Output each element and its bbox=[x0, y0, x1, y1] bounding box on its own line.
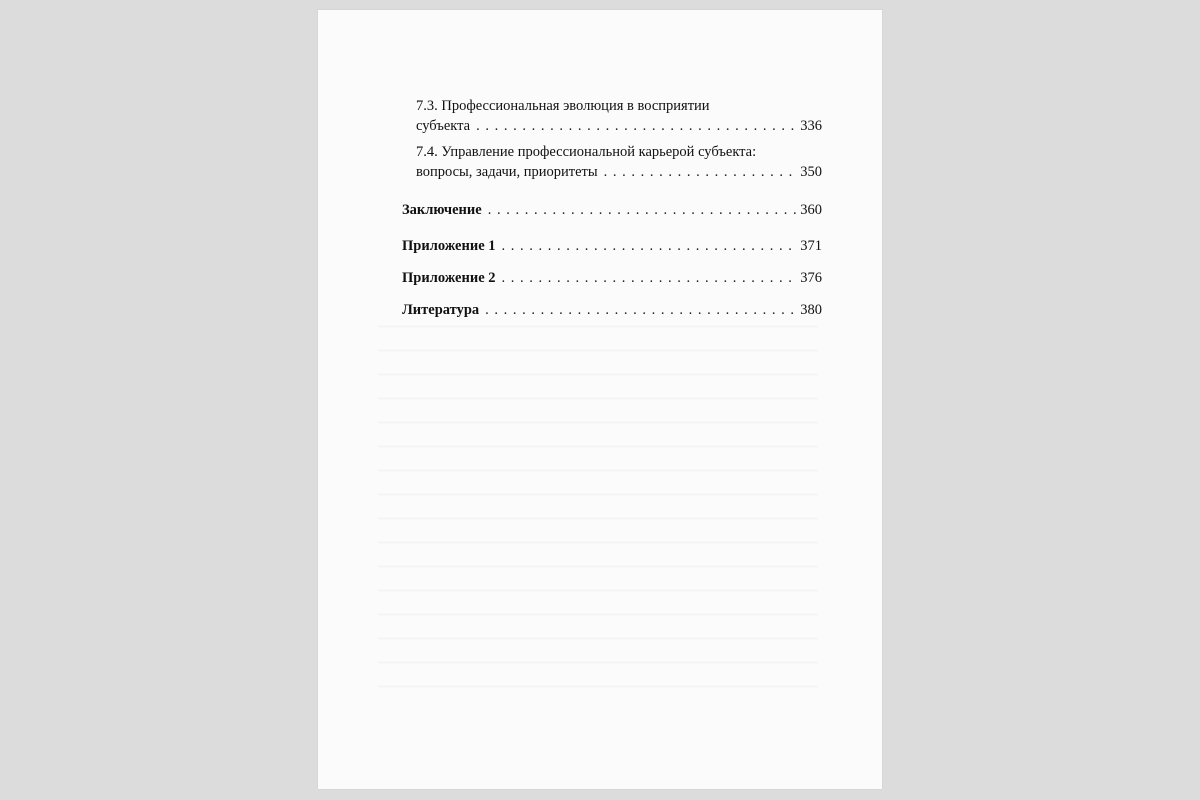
toc-entry-title-line: субъекта bbox=[416, 118, 471, 134]
toc-entry-title: Приложение 2 bbox=[402, 270, 496, 286]
leader-dots bbox=[604, 162, 797, 182]
toc-entry-title: Приложение 1 bbox=[402, 238, 496, 254]
book-page bbox=[318, 10, 882, 789]
leader-dots bbox=[502, 236, 797, 256]
toc-entry-7-3 bbox=[416, 96, 822, 136]
toc-entry-appendix-1 bbox=[402, 236, 822, 256]
leader-dots bbox=[485, 300, 796, 320]
toc-page-number: 360 bbox=[800, 202, 822, 218]
leader-dots bbox=[476, 116, 796, 136]
toc-page-number: 350 bbox=[800, 164, 822, 180]
leader-dots bbox=[488, 200, 797, 220]
toc-page-number: 376 bbox=[800, 270, 822, 286]
toc-page-number: 336 bbox=[800, 118, 822, 134]
toc-entry-title: Заключение bbox=[402, 202, 482, 218]
toc-entry-appendix-2 bbox=[402, 268, 822, 288]
toc-entry-title: Литература bbox=[402, 302, 480, 318]
toc-page-number: 380 bbox=[800, 302, 822, 318]
toc-entry-title-line: 7.4. Управление профессиональной карьерой субъекта: bbox=[416, 144, 757, 160]
toc-entry-title-line: 7.3. Профессиональная эволюция в восприятии bbox=[416, 98, 710, 114]
leader-dots bbox=[502, 268, 797, 288]
toc-entry-conclusion bbox=[402, 200, 822, 220]
show-through-text bbox=[378, 310, 818, 710]
toc-entry-title-line: вопросы, задачи, приоритеты bbox=[416, 164, 598, 180]
toc-entry-literature bbox=[402, 300, 822, 320]
toc-entry-7-4 bbox=[416, 142, 822, 182]
toc-page-number: 371 bbox=[800, 238, 822, 254]
